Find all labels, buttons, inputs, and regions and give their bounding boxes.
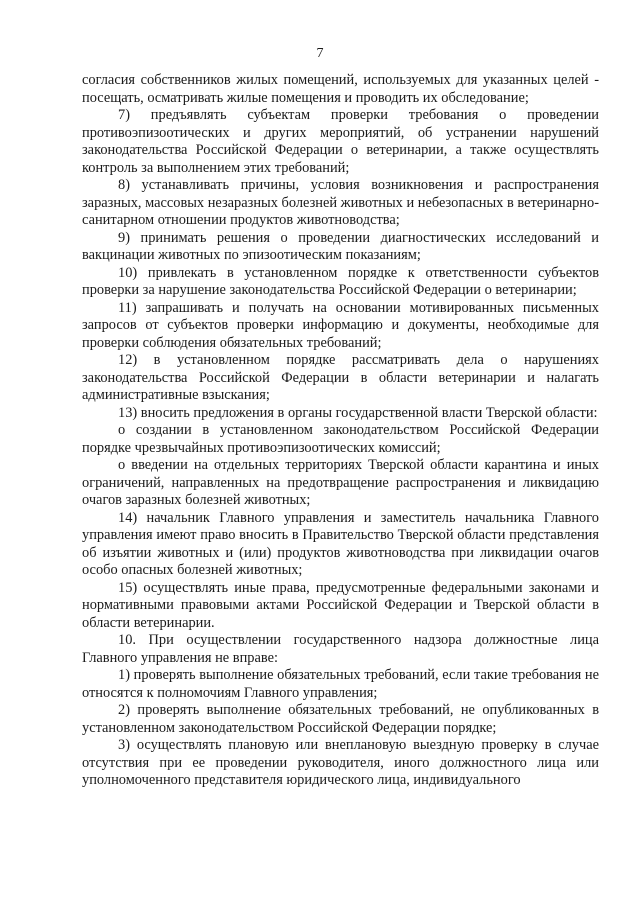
paragraph: 12) в установленном порядке рассматривать дела о нарушениях законодательства Российской Федерации в области ветеринарии и налагать административные взыскания; — [82, 352, 599, 403]
page-number: 7 — [316, 46, 324, 61]
paragraph: 14) начальник Главного управления и заместитель начальника Главного управления имеют право вносить в Правительство Тверской области представления об изъятии животных и (или) продуктов животноводства при ликвидации очагов особо опасных болезней животных; — [82, 509, 599, 578]
paragraph: 9) принимать решения о проведении диагностических исследований и вакцинации животных по эпизоотическим показаниям; — [82, 229, 599, 263]
paragraph: 8) устанавливать причины, условия возникновения и распространения заразных, массовых незаразных болезней животных и небезопасных в ветеринарно-санитарном отношении продуктов животноводства; — [82, 177, 599, 228]
paragraph: 3) осуществлять плановую или внеплановую выездную проверку в случае отсутствия при ее проведении руководителя, иного должностного лица или уполномоченного представителя юридического лица, индивидуального — [82, 737, 599, 788]
paragraph: 2) проверять выполнение обязательных требований, не опубликованных в установленном законодательством Российской Федерации порядке; — [82, 702, 599, 736]
paragraph: 7) предъявлять субъектам проверки требования о проведении противоэпизоотических и других мероприятий, об устранении нарушений законодательства Российской Федерации о ветеринарии, а также осуществлять контроль за выполнением этих требований; — [82, 107, 599, 176]
paragraph: 1) проверять выполнение обязательных требований, если такие требования не относятся к полномочиям Главного управления; — [82, 667, 599, 701]
paragraph: 13) вносить предложения в органы государственной власти Тверской области: — [118, 404, 598, 421]
document-body — [82, 72, 599, 790]
paragraph: 10) привлекать в установленном порядке к ответственности субъектов проверки за нарушение законодательства Российской Федерации о ветеринарии; — [82, 264, 599, 298]
paragraph: о введении на отдельных территориях Тверской области карантина и иных ограничений, направленных на предотвращение распространения и ликвидацию очагов заразных болезней животных; — [82, 457, 599, 508]
paragraph: 11) запрашивать и получать на основании мотивированных письменных запросов от субъектов проверки информацию и документы, необходимые для проверки соблюдения обязательных требований; — [82, 299, 599, 351]
paragraph: 10. При осуществлении государственного надзора должностные лица Главного управления не вправе: — [82, 632, 599, 666]
paragraph: о создании в установленном законодательством Российской Федерации порядке чрезвычайных противоэпизоотических комиссий; — [82, 422, 599, 456]
paragraph: согласия собственников жилых помещений, используемых для указанных целей - посещать, осматривать жилые помещения и проводить их обследование; — [82, 72, 599, 106]
paragraph: 15) осуществлять иные права, предусмотренные федеральными законами и нормативными правовыми актами Российской Федерации и Тверской области в области ветеринарии. — [82, 579, 599, 631]
